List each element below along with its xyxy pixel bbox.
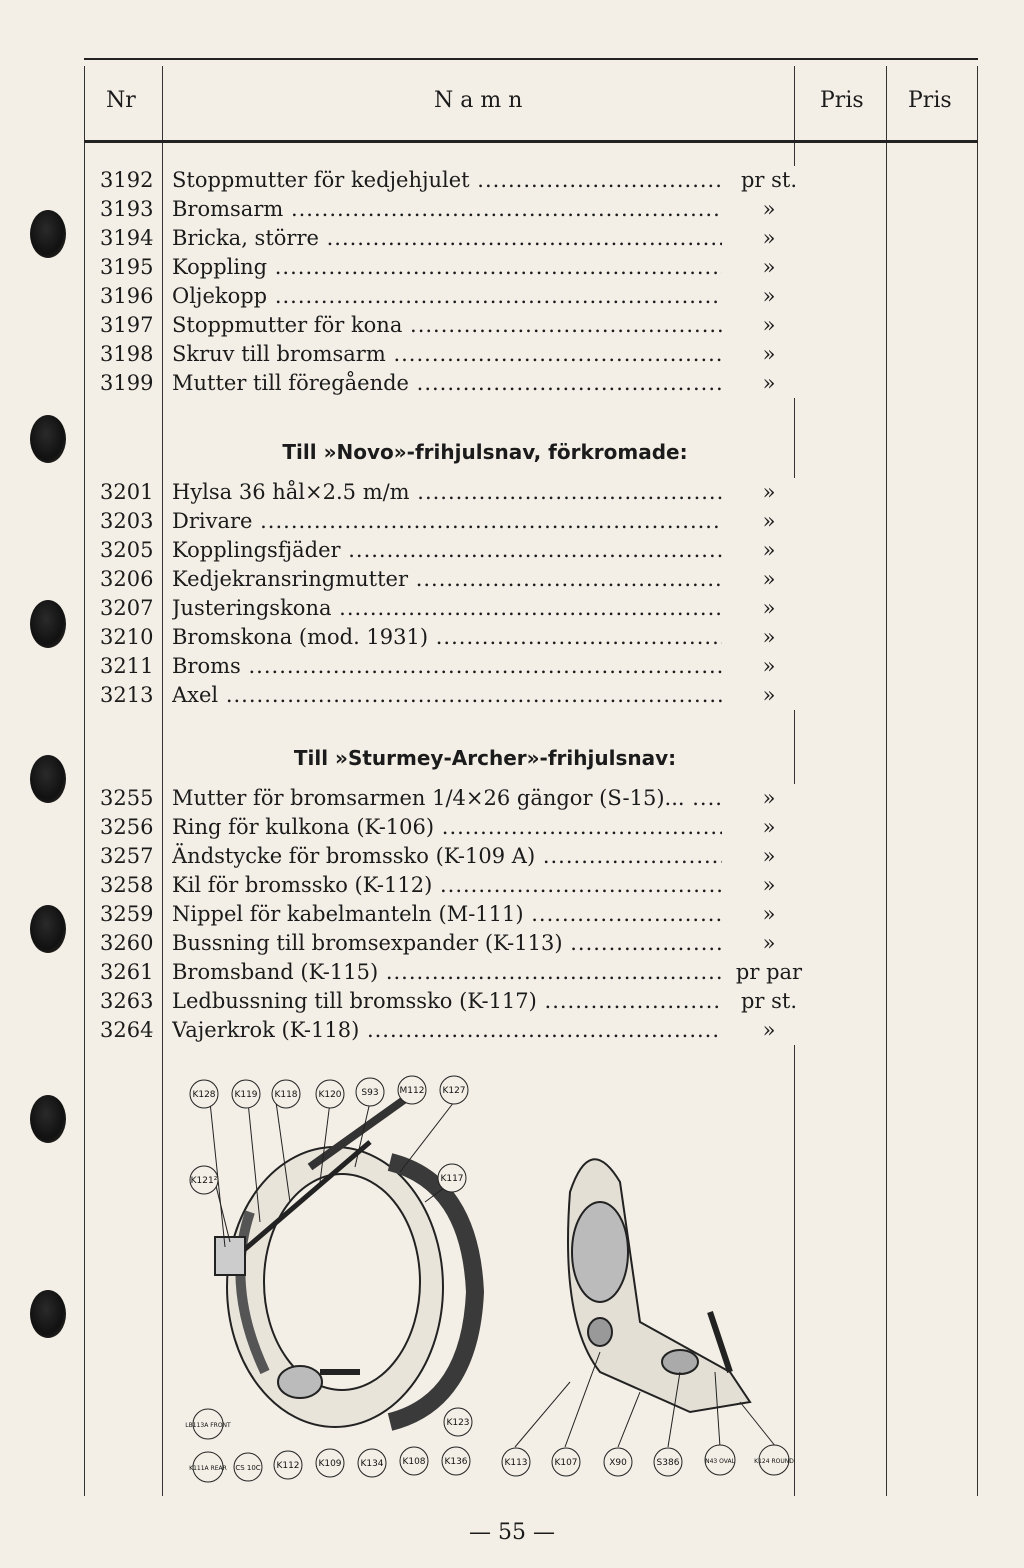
svg-text:K108: K108: [402, 1457, 426, 1467]
part-name: Bussning till bromsexpander (K-113) .....: [172, 929, 722, 958]
unit-label: »: [729, 900, 809, 929]
table-row: [84, 369, 804, 398]
callout-k120: [316, 1080, 344, 1108]
callout-k109: [316, 1449, 344, 1477]
table-row: [84, 784, 804, 813]
callout-cs10c: [234, 1453, 262, 1481]
part-name: Kil för bromssko (K-112) .....: [172, 871, 722, 900]
table-row: [84, 652, 804, 681]
part-name: Stoppmutter för kona .....: [172, 311, 722, 340]
table-row: [84, 929, 804, 958]
part-number: 3205: [100, 538, 154, 562]
part-number: 3207: [100, 596, 154, 620]
unit-label: »: [729, 623, 809, 652]
table-row: [84, 813, 804, 842]
unit-label: »: [729, 784, 809, 813]
svg-text:K120: K120: [318, 1090, 342, 1100]
part-number: 3211: [100, 654, 154, 678]
svg-text:M112: M112: [399, 1086, 425, 1096]
part-name: Mutter för bromsarmen 1/4×26 gängor (S-15)... .....: [172, 784, 722, 813]
part-name: Nippel för kabelmanteln (M-111) .....: [172, 900, 722, 929]
part-number: 3260: [100, 931, 154, 955]
part-number: 3192: [100, 168, 154, 192]
svg-text:K118: K118: [274, 1090, 298, 1100]
part-name: Bromsband (K-115) .....: [172, 958, 722, 987]
part-name: Skruv till bromsarm .....: [172, 340, 722, 369]
part-number: 3194: [100, 226, 154, 250]
unit-label: »: [729, 311, 809, 340]
page-number: — 55 —: [469, 1520, 555, 1545]
binder-hole: [30, 1095, 66, 1143]
part-name: Ring för kulkona (K-106) .....: [172, 813, 722, 842]
callout-k119: [232, 1080, 260, 1108]
unit-label: »: [729, 929, 809, 958]
part-name: Bricka, större .....: [172, 224, 722, 253]
part-number: 3213: [100, 683, 154, 707]
callout-k112: [274, 1451, 302, 1479]
part-name: Bromsarm .....: [172, 195, 722, 224]
table-row: [84, 565, 804, 594]
callout-k123: [444, 1408, 472, 1436]
binder-hole: [30, 905, 66, 953]
svg-text:K112: K112: [276, 1461, 300, 1471]
callout-k136: [442, 1447, 470, 1475]
part-number: 3257: [100, 844, 154, 868]
callout-k111a: [189, 1452, 227, 1482]
callout-k134: [358, 1449, 386, 1477]
header-price-1: Pris: [820, 88, 864, 113]
svg-text:K124 ROUND: K124 ROUND: [754, 1458, 794, 1465]
part-number: 3256: [100, 815, 154, 839]
part-number: 3210: [100, 625, 154, 649]
part-name: Bromskona (mod. 1931) .....: [172, 623, 722, 652]
part-name: Kopplingsfjäder .....: [172, 536, 722, 565]
binder-hole: [30, 1290, 66, 1338]
table-row: [84, 900, 804, 929]
svg-text:LB113A FRONT: LB113A FRONT: [185, 1422, 231, 1429]
part-name: Ändstycke för bromssko (K-109 A) .....: [172, 842, 722, 871]
unit-label: »: [729, 652, 809, 681]
unit-label: »: [729, 282, 809, 311]
table-row: [84, 871, 804, 900]
part-number: 3261: [100, 960, 154, 984]
callout-s386: [654, 1448, 682, 1476]
part-number: 3197: [100, 313, 154, 337]
svg-text:K109: K109: [318, 1459, 342, 1469]
callout-k107: [552, 1448, 580, 1476]
section-heading-sturmey-archer: Till »Sturmey-Archer»-frihjulsnav:: [293, 746, 677, 770]
svg-text:S93: S93: [361, 1088, 379, 1098]
part-number: 3193: [100, 197, 154, 221]
table-row: [84, 507, 804, 536]
table-row: [84, 536, 804, 565]
table-row: [84, 195, 804, 224]
part-name: Stoppmutter för kedjehjulet .....: [172, 166, 722, 195]
part-name: Ledbussning till bromssko (K-117) .....: [172, 987, 722, 1016]
callout-s93: [356, 1078, 384, 1106]
part-name: Koppling .....: [172, 253, 722, 282]
section-heading-novo: Till »Novo»-frihjulsnav, förkromade:: [282, 440, 688, 464]
part-name: Drivare .....: [172, 507, 722, 536]
callout-k127: [440, 1076, 468, 1104]
callout-k124-round: [754, 1445, 794, 1475]
table-row: [84, 340, 804, 369]
unit-label: pr st.: [729, 987, 809, 1016]
part-number: 3255: [100, 786, 154, 810]
svg-text:K121²: K121²: [190, 1176, 218, 1186]
part-number: 3259: [100, 902, 154, 926]
part-number: 3196: [100, 284, 154, 308]
part-name: Hylsa 36 hål×2.5 m/m .....: [172, 478, 722, 507]
part-name: Oljekopp .....: [172, 282, 722, 311]
part-number: 3203: [100, 509, 154, 533]
table-row: [84, 311, 804, 340]
svg-text:K111A REAR: K111A REAR: [189, 1465, 227, 1472]
part-name: Kedjekransringmutter .....: [172, 565, 722, 594]
callout-k121: [190, 1166, 218, 1194]
svg-text:K128: K128: [192, 1090, 216, 1100]
col-divider: [886, 66, 887, 1496]
part-number: 3206: [100, 567, 154, 591]
table-row: [84, 842, 804, 871]
table-row: [84, 681, 804, 710]
callout-x90: [604, 1448, 632, 1476]
table-row: [84, 224, 804, 253]
part-number: 3258: [100, 873, 154, 897]
brake-assembly-illustration: [170, 1072, 800, 1492]
header-rule: [84, 140, 978, 143]
unit-label: »: [729, 565, 809, 594]
svg-text:K119: K119: [234, 1090, 258, 1100]
top-rule: [84, 58, 978, 60]
unit-label: »: [729, 871, 809, 900]
svg-text:K134: K134: [360, 1459, 384, 1469]
callout-m112: [398, 1076, 426, 1104]
svg-text:K107: K107: [554, 1458, 578, 1468]
table-row: [84, 958, 804, 987]
svg-text:K123: K123: [446, 1418, 470, 1428]
unit-label: pr st.: [729, 166, 809, 195]
unit-label: »: [729, 681, 809, 710]
table-row: [84, 987, 804, 1016]
header-price-2: Pris: [908, 88, 952, 113]
table-row: [84, 478, 804, 507]
unit-label: »: [729, 224, 809, 253]
svg-text:K127: K127: [442, 1086, 466, 1096]
part-number: 3198: [100, 342, 154, 366]
unit-label: »: [729, 253, 809, 282]
unit-label: »: [729, 1016, 809, 1045]
part-name: Mutter till föregående .....: [172, 369, 722, 398]
binder-hole: [30, 755, 66, 803]
callout-k117: [438, 1164, 466, 1192]
table-row: [84, 1016, 804, 1045]
part-name: Broms .....: [172, 652, 722, 681]
unit-label: »: [729, 478, 809, 507]
unit-label: »: [729, 369, 809, 398]
callout-k118: [272, 1080, 300, 1108]
table-row: [84, 253, 804, 282]
binder-hole: [30, 415, 66, 463]
part-number: 3201: [100, 480, 154, 504]
callout-k108: [400, 1447, 428, 1475]
table-row: [84, 594, 804, 623]
part-number: 3263: [100, 989, 154, 1013]
table-row: [84, 282, 804, 311]
part-number: 3195: [100, 255, 154, 279]
header-name: N a m n: [434, 88, 523, 113]
svg-text:K136: K136: [444, 1457, 468, 1467]
svg-text:K113: K113: [504, 1458, 528, 1468]
unit-label: »: [729, 594, 809, 623]
table-row: [84, 623, 804, 652]
part-name: Justeringskona .....: [172, 594, 722, 623]
callout-n43-oval: [705, 1445, 736, 1475]
svg-text:S386: S386: [656, 1458, 680, 1468]
part-name: Vajerkrok (K-118) .....: [172, 1016, 722, 1045]
binder-hole: [30, 600, 66, 648]
part-number: 3264: [100, 1018, 154, 1042]
unit-label: »: [729, 536, 809, 565]
part-number: 3199: [100, 371, 154, 395]
unit-label: »: [729, 813, 809, 842]
unit-label: »: [729, 340, 809, 369]
part-name: Axel .....: [172, 681, 722, 710]
table-row: [84, 166, 804, 195]
callout-lb113a: [185, 1409, 231, 1439]
unit-label: »: [729, 195, 809, 224]
unit-label: pr par: [729, 958, 809, 987]
unit-label: »: [729, 507, 809, 536]
unit-label: »: [729, 842, 809, 871]
binder-hole: [30, 210, 66, 258]
svg-text:CS 10C: CS 10C: [235, 1464, 261, 1472]
svg-text:K117: K117: [440, 1174, 464, 1184]
svg-text:X90: X90: [609, 1458, 627, 1468]
col-divider: [977, 66, 978, 1496]
header-nr: Nr: [106, 88, 136, 113]
callout-k128: [190, 1080, 218, 1108]
svg-text:N43 OVAL: N43 OVAL: [705, 1458, 735, 1465]
callout-k113: [502, 1448, 530, 1476]
